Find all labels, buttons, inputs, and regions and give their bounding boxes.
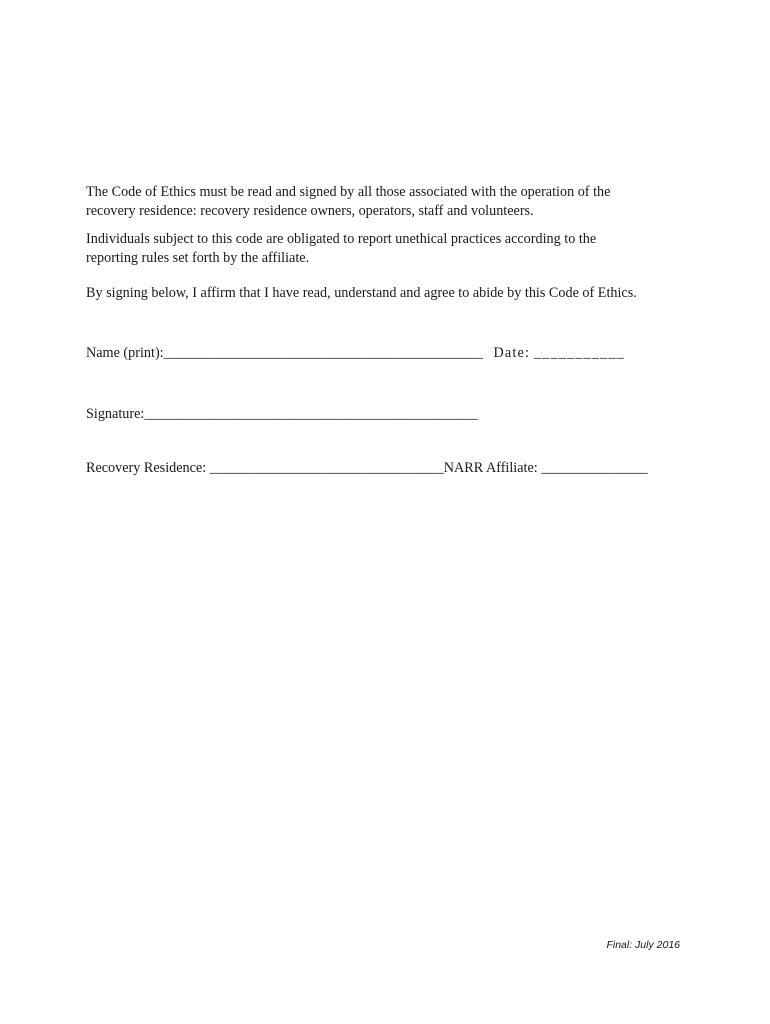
signature-row [86, 405, 478, 424]
narr-affiliate-label: NARR Affiliate: [443, 460, 538, 476]
date-field[interactable]: ___________ [533, 345, 625, 361]
name-field[interactable]: _____________________________________________ [163, 345, 483, 361]
version-footer: Final: July 2016 [606, 939, 680, 951]
ethics-requirement-paragraph: The Code of Ethics must be read and signed by all those associated with the operation of the recovery residence: recovery residence owners, operators, staff and volunteers. [86, 184, 611, 219]
residence-affiliate-row [86, 459, 648, 478]
recovery-residence-field[interactable]: _________________________________ [209, 460, 444, 476]
recovery-residence-label: Recovery Residence: [86, 460, 207, 476]
date-label: Date: [493, 345, 531, 361]
name-label: Name (print): [86, 345, 164, 361]
name-date-row [86, 344, 625, 363]
affirmation-paragraph: By signing below, I affirm that I have read, understand and agree to abide by this Code of Ethics. [86, 285, 637, 301]
signature-label: Signature: [86, 406, 145, 422]
narr-affiliate-field[interactable]: _______________ [541, 460, 648, 476]
reporting-obligation-paragraph: Individuals subject to this code are obligated to report unethical practices according to the reporting rules set forth by the affiliate. [86, 231, 597, 266]
signature-field[interactable]: _______________________________________________ [144, 406, 478, 422]
